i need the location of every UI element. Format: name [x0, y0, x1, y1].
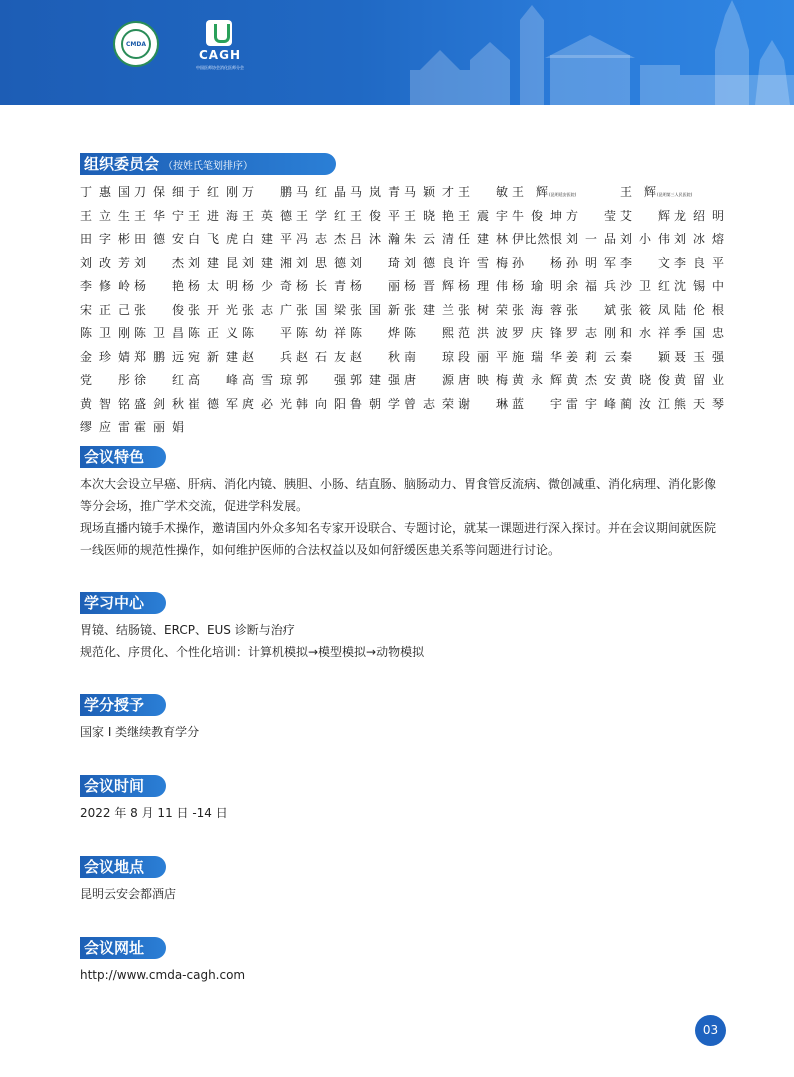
member-name: 丁惠国: [80, 185, 130, 199]
time-section: [80, 775, 720, 824]
venue-text: 昆明云安会都酒店: [80, 887, 177, 901]
learning-section: [80, 592, 720, 663]
venue-title: 会议地点: [80, 856, 166, 878]
committee-member: [512, 181, 620, 205]
member-name: 高雪琼: [242, 373, 292, 387]
member-name: 蓝 宇: [512, 396, 562, 411]
committee-member: [350, 275, 404, 299]
committee-member: [404, 346, 458, 370]
committee-member: [296, 369, 350, 393]
committee-member: [458, 252, 512, 276]
committee-member: [620, 346, 674, 370]
committee-member: [350, 299, 404, 323]
committee-member: [566, 369, 620, 393]
learning-line-2: 规范化、序贯化、个性化培训：计算机模拟→模型模拟→动物模拟: [80, 645, 425, 659]
member-name: 方 莹: [566, 208, 616, 223]
committee-member: [80, 228, 134, 252]
committee-member: [566, 346, 620, 370]
member-name: 马红晶: [296, 185, 346, 199]
member-name: 罗庆锋: [512, 326, 562, 340]
committee-member: [242, 275, 296, 299]
member-name: 郑鹏远: [134, 349, 184, 364]
committee-member: [80, 369, 134, 393]
committee-member: [134, 181, 188, 205]
member-name: 金珍婧: [80, 349, 130, 364]
committee-member: [350, 228, 404, 252]
member-affiliation: (昆明第三人民医院): [657, 192, 693, 197]
committee-member: [512, 228, 566, 252]
member-name: 朱云清: [404, 232, 454, 246]
committee-member: [188, 369, 242, 393]
committee-title: 组织委员会: [84, 155, 160, 173]
member-name: 黄智铭: [80, 396, 130, 411]
committee-member: [350, 369, 404, 393]
member-name: 赵 兵: [242, 349, 292, 364]
committee-member: [404, 299, 458, 323]
committee-member: [242, 322, 296, 346]
committee-member: [512, 346, 566, 370]
committee-member: [566, 393, 620, 417]
committee-member: [188, 322, 242, 346]
member-name: 王 敏: [458, 185, 508, 199]
committee-section: [80, 153, 724, 440]
committee-member: [458, 369, 512, 393]
member-name: 王华宁: [134, 208, 184, 223]
time-text: 2022 年 8 月 11 日 -14 日: [80, 806, 228, 820]
committee-member: [80, 275, 134, 299]
committee-member: [512, 322, 566, 346]
member-name: 熊天琴: [674, 396, 724, 411]
committee-member: [350, 205, 404, 229]
committee-member: [134, 252, 188, 276]
committee-member: [566, 228, 620, 252]
committee-member: [674, 228, 728, 252]
committee-member: [458, 346, 512, 370]
committee-member: [512, 252, 566, 276]
member-name: 许雪梅: [458, 255, 508, 270]
member-name: 刘建昆: [188, 255, 238, 270]
member-name: 万 鹏: [242, 185, 292, 199]
committee-member: [674, 393, 728, 417]
committee-member: [620, 299, 674, 323]
features-paragraph-2: 现场直播内镜手术操作，邀请国内外众多知名专家开设联合、专题讨论，就某一课题进行深入探讨。并在会议期间就医院一线医师的规范性操作，如何维护医师的合法权益以及如何舒缓医患关系等问题进行讨论。: [80, 521, 717, 557]
member-name: 黄永辉: [512, 373, 562, 387]
committee-member: [620, 252, 674, 276]
member-name: 南 琼: [404, 349, 454, 364]
member-name: 张国梁: [296, 302, 346, 317]
committee-member: [512, 275, 566, 299]
member-name: 杨晋辉: [404, 279, 454, 293]
member-name: 陈正义: [188, 326, 238, 340]
committee-member: [242, 228, 296, 252]
member-name: 霍丽娟: [134, 420, 184, 434]
features-paragraph-1: 本次大会设立早癌、肝病、消化内镜、胰胆、小肠、结直肠、脑肠动力、胃食管反流病、微创减重、消化病理、消化影像等分会场，推广学术交流，促进学科发展。: [80, 477, 717, 513]
member-name: 施瑞华: [512, 349, 562, 364]
member-name: 白建平: [242, 232, 292, 246]
committee-member: [566, 205, 620, 229]
committee-member: [296, 322, 350, 346]
member-name: 王晓艳: [404, 208, 454, 223]
committee-member: [674, 322, 728, 346]
cagh-mark-icon: [206, 20, 232, 46]
member-name: 陈 熙: [404, 326, 454, 340]
member-name: 王震宇: [458, 208, 508, 223]
committee-member: [566, 299, 620, 323]
member-name: 王英德: [242, 208, 292, 223]
member-name: 范洪波: [458, 326, 508, 340]
member-name: 陈卫刚: [80, 326, 130, 340]
committee-member: [350, 322, 404, 346]
member-name: 姜莉云: [566, 349, 616, 364]
committee-member: [566, 322, 620, 346]
website-section: [80, 937, 720, 986]
cagh-logo-subtitle: 中国医师协会消化医师分会: [196, 65, 244, 70]
committee-member: [404, 369, 458, 393]
member-name: 李修岭: [80, 279, 130, 293]
member-name: 王学红: [296, 208, 346, 223]
committee-member: [188, 181, 242, 205]
committee-member: [188, 275, 242, 299]
member-name: 牛俊坤: [512, 208, 562, 223]
committee-member: [80, 416, 134, 440]
member-name: 杨 艳: [134, 279, 184, 293]
member-name: 王进海: [188, 208, 238, 223]
committee-member: [350, 393, 404, 417]
committee-member: [134, 228, 188, 252]
credit-section: [80, 694, 720, 743]
member-name: 艾 辉: [620, 208, 670, 223]
committee-member: [242, 299, 296, 323]
member-name: 杨太明: [188, 279, 238, 293]
committee-member: [296, 393, 350, 417]
committee-member: [242, 369, 296, 393]
member-name: 杨少奇: [242, 279, 292, 293]
member-name: 陈 平: [242, 326, 292, 340]
page-number: 03: [695, 1015, 726, 1046]
committee-member: [620, 228, 674, 252]
member-name: 高 峰: [188, 373, 238, 387]
venue-section: [80, 856, 720, 905]
member-name: 杨长青: [296, 279, 346, 293]
member-name: 赵石友: [296, 349, 346, 364]
committee-member: [80, 299, 134, 323]
member-name: 张海蓉: [512, 302, 562, 317]
member-name: 鲁朝学: [350, 396, 400, 411]
committee-member: [134, 205, 188, 229]
committee-member: [134, 275, 188, 299]
member-name: 徐 红: [134, 373, 184, 387]
member-name: 秦 颖: [620, 349, 670, 364]
committee-member: [404, 275, 458, 299]
committee-member: [296, 181, 350, 205]
committee-member: [404, 322, 458, 346]
member-name: 和水祥: [620, 326, 670, 340]
member-name: 宛新建: [188, 349, 238, 364]
member-name: 刘建湘: [242, 255, 292, 270]
committee-title-bar: [80, 153, 336, 175]
member-name: 余福兵: [566, 279, 616, 293]
committee-member: [242, 205, 296, 229]
committee-member: [188, 205, 242, 229]
member-name: 陈幼祥: [296, 326, 346, 340]
committee-member: [620, 322, 674, 346]
member-name: 李 文: [620, 255, 670, 270]
committee-member: [242, 393, 296, 417]
committee-member: [404, 228, 458, 252]
member-name: 张志广: [242, 302, 292, 317]
member-name: 于红刚: [188, 185, 238, 199]
member-name: 张 俊: [134, 302, 184, 317]
member-name: 刘一品: [566, 232, 616, 246]
committee-member: [350, 252, 404, 276]
member-name: 沙卫红: [620, 279, 670, 293]
member-name: 庹必光: [242, 396, 292, 411]
learning-line-1: 胃镜、结肠镜、ERCP、EUS 诊断与治疗: [80, 623, 295, 637]
member-name: 缪应雷: [80, 420, 130, 434]
member-name: 张树荣: [458, 302, 508, 317]
member-name: 白飞虎: [188, 232, 238, 246]
cagh-logo-name: CAGH: [199, 48, 241, 62]
credit-title: 学分授予: [80, 694, 166, 716]
committee-member: [188, 252, 242, 276]
committee-member: [620, 275, 674, 299]
committee-member: [296, 205, 350, 229]
committee-member: [674, 275, 728, 299]
credit-text: 国家 I 类继续教育学分: [80, 725, 200, 739]
committee-member: [80, 322, 134, 346]
member-name: 张国新: [350, 302, 400, 317]
committee-member: [512, 393, 566, 417]
member-name: 田德安: [134, 232, 184, 246]
committee-member: [458, 181, 512, 205]
member-name: 张建兰: [404, 302, 454, 317]
member-name: 孙明军: [566, 255, 616, 270]
member-name: 刘冰熔: [674, 232, 724, 246]
committee-member: [512, 299, 566, 323]
time-title: 会议时间: [80, 775, 166, 797]
member-name: 党 彤: [80, 373, 130, 387]
committee-member: [134, 416, 188, 440]
committee-member: [242, 181, 296, 205]
committee-member: [566, 252, 620, 276]
committee-member: [620, 369, 674, 393]
member-name: 马岚青: [350, 185, 400, 199]
member-name: 刘思德: [296, 255, 346, 270]
committee-member: [458, 393, 512, 417]
member-name: 崔德军: [188, 396, 238, 411]
member-name: 刘改芳: [80, 255, 130, 270]
cmda-logo: [113, 21, 159, 67]
member-name: 杨理伟: [458, 279, 508, 293]
website-title: 会议网址: [80, 937, 166, 959]
committee-member: [566, 275, 620, 299]
member-name: 伊比然恨: [512, 232, 562, 246]
committee-member: [188, 299, 242, 323]
member-name: 李良平: [674, 255, 724, 270]
committee-member: [296, 299, 350, 323]
member-name: 郭建强: [350, 373, 400, 387]
member-name: 张筱凤: [620, 302, 670, 317]
header-banner: [0, 0, 794, 105]
committee-member: [80, 393, 134, 417]
committee-member: [188, 228, 242, 252]
member-name: 陆伦根: [674, 302, 724, 317]
member-name: 杨 丽: [350, 279, 400, 293]
committee-member: [674, 205, 728, 229]
committee-member: [80, 252, 134, 276]
website-link[interactable]: http://www.cmda-cagh.com: [80, 968, 246, 982]
member-name: 黄晓俊: [620, 373, 670, 387]
member-name: 刘 琦: [350, 255, 400, 270]
committee-member: [134, 346, 188, 370]
committee-member: [404, 252, 458, 276]
member-name: 王 辉: [512, 185, 549, 199]
committee-names-list: [80, 181, 730, 440]
committee-member: [134, 393, 188, 417]
member-name: 蔺汝江: [620, 396, 670, 411]
member-name: 王 辉: [620, 185, 657, 199]
features-title: 会议特色: [80, 446, 166, 468]
member-name: 唐映梅: [458, 373, 508, 387]
member-name: 谢 琳: [458, 396, 508, 411]
member-name: 赵 秋: [350, 349, 400, 364]
committee-member: [674, 346, 728, 370]
committee-member: [188, 346, 242, 370]
member-name: 冯志杰: [296, 232, 346, 246]
member-name: 杨瑜明: [512, 279, 562, 293]
member-name: 王俊平: [350, 208, 400, 223]
member-name: 雷宇峰: [566, 396, 616, 411]
member-name: 张 斌: [566, 302, 616, 317]
member-name: 宋正己: [80, 302, 130, 317]
member-name: 龙绍明: [674, 208, 724, 223]
member-affiliation: (昆明延安医院): [549, 192, 577, 197]
committee-member: [134, 322, 188, 346]
committee-member: [296, 346, 350, 370]
member-name: 段丽平: [458, 349, 508, 364]
member-name: 马颖才: [404, 185, 454, 199]
committee-member: [350, 181, 404, 205]
committee-member: [458, 299, 512, 323]
member-name: 孙 杨: [512, 255, 562, 270]
committee-member: [404, 181, 458, 205]
member-name: 刘小伟: [620, 232, 670, 246]
member-name: 陈卫昌: [134, 326, 184, 340]
committee-member: [458, 205, 512, 229]
member-name: 罗志刚: [566, 326, 616, 340]
member-name: 黄杰安: [566, 373, 616, 387]
member-name: 陈 烨: [350, 326, 400, 340]
member-name: 吕沐瀚: [350, 232, 400, 246]
member-name: 任建林: [458, 232, 508, 246]
member-name: 季国忠: [674, 326, 724, 340]
committee-member: [80, 346, 134, 370]
committee-member: [458, 228, 512, 252]
committee-member: [296, 252, 350, 276]
committee-member: [620, 393, 674, 417]
committee-member: [674, 369, 728, 393]
committee-member: [458, 322, 512, 346]
member-name: 刀保细: [134, 185, 184, 199]
member-name: 张开光: [188, 302, 238, 317]
member-name: 王立生: [80, 208, 130, 223]
cagh-logo: [186, 20, 254, 80]
member-name: 聂玉强: [674, 349, 724, 364]
committee-member: [350, 346, 404, 370]
committee-member: [458, 275, 512, 299]
committee-member: [512, 205, 566, 229]
committee-member: [512, 369, 566, 393]
member-name: 韩向阳: [296, 396, 346, 411]
member-name: 黄留业: [674, 373, 724, 387]
committee-member: [404, 205, 458, 229]
member-name: 唐 源: [404, 373, 454, 387]
committee-member: [134, 299, 188, 323]
committee-member: [242, 252, 296, 276]
committee-note: （按姓氏笔划排序）: [163, 161, 254, 172]
member-name: 沈锡中: [674, 279, 724, 293]
member-name: 郭 强: [296, 373, 346, 387]
committee-member: [296, 228, 350, 252]
committee-member: [404, 393, 458, 417]
member-name: 曾志荣: [404, 396, 454, 411]
committee-member: [80, 205, 134, 229]
member-name: 田字彬: [80, 232, 130, 246]
committee-member: [188, 393, 242, 417]
committee-member: [620, 181, 728, 205]
learning-title: 学习中心: [80, 592, 166, 614]
committee-member: [134, 369, 188, 393]
committee-member: [674, 299, 728, 323]
features-section: [80, 446, 720, 561]
committee-member: [296, 275, 350, 299]
city-skyline-icon: [380, 0, 794, 105]
cmda-logo-text: CMDA: [126, 40, 146, 48]
member-name: 盛剑秋: [134, 396, 184, 411]
committee-member: [242, 346, 296, 370]
member-name: 刘 杰: [134, 255, 184, 270]
committee-member: [620, 205, 674, 229]
committee-member: [674, 252, 728, 276]
committee-member: [80, 181, 134, 205]
member-name: 刘德良: [404, 255, 454, 270]
